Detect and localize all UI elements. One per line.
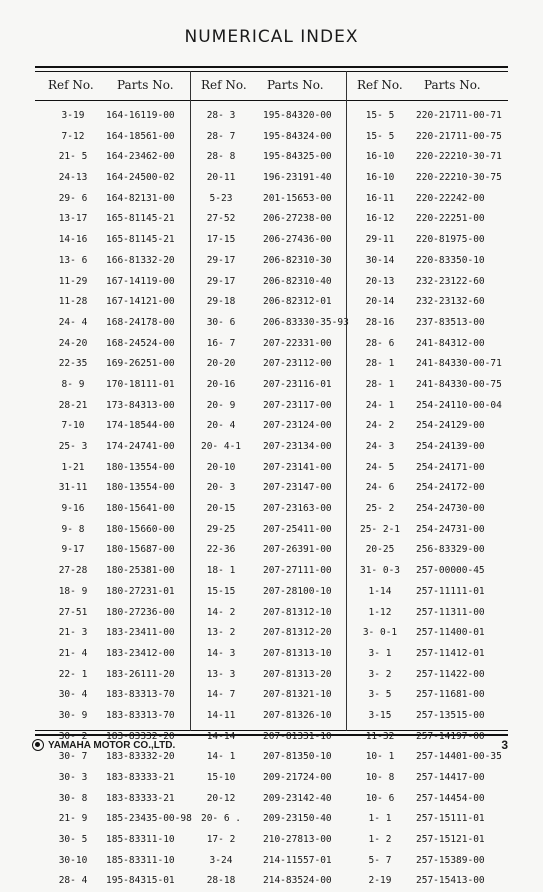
part-number: 183-23411-00 <box>106 627 175 639</box>
part-number: 173-84313-00 <box>106 399 175 411</box>
ref-number: 16-12 <box>365 213 395 225</box>
ref-number: 16-11 <box>365 192 395 204</box>
ref-number: 15-15 <box>206 585 236 597</box>
ref-number: 30-10 <box>58 854 88 866</box>
part-number: 185-23435-00-98 <box>106 813 192 825</box>
ref-number: 20- 3 <box>206 482 236 494</box>
ref-number: 3-19 <box>61 110 85 121</box>
column-divider <box>190 71 191 731</box>
part-number: 183-83313-70 <box>106 689 175 701</box>
part-number: 166-81332-20 <box>106 254 175 266</box>
part-number: 180-25381-00 <box>106 565 175 577</box>
part-number: 257-11422-00 <box>416 668 485 680</box>
part-number: 207-23117-00 <box>263 399 332 411</box>
part-number: 254-24730-00 <box>416 503 485 515</box>
part-number: 257-15389-00 <box>416 854 485 866</box>
part-number: 220-21711-00-71 <box>416 110 502 121</box>
part-number: 220-83350-10 <box>416 254 485 266</box>
ref-number: 7-10 <box>61 420 85 432</box>
header-ref-2: Ref No. <box>201 78 247 92</box>
ref-number: 14- 2 <box>206 606 236 618</box>
ref-number: 13- 3 <box>206 668 236 680</box>
part-number: 206-82310-40 <box>263 275 332 287</box>
ref-number: 3- 2 <box>368 668 392 680</box>
ref-number: 24- 3 <box>365 441 395 452</box>
ref-number: 1-21 <box>61 461 85 473</box>
part-number: 183-83333-21 <box>106 772 175 783</box>
ref-number: 30- 2 <box>58 730 88 742</box>
ref-number: 28- 8 <box>206 151 236 163</box>
ref-number: 18- 1 <box>206 565 236 577</box>
part-number: 168-24178-00 <box>106 316 175 328</box>
part-number: 164-23462-00 <box>106 151 175 163</box>
ref-number: 8- 9 <box>61 378 85 390</box>
part-number: 183-83333-21 <box>106 792 175 804</box>
ref-number: 20- 4 <box>206 420 236 432</box>
ref-number: 16-10 <box>365 172 395 184</box>
part-number: 257-11412-01 <box>416 647 485 659</box>
ref-number: 20-10 <box>206 461 236 473</box>
ref-number: 11-29 <box>58 275 88 287</box>
part-number: 164-24500-02 <box>106 172 175 184</box>
top-rule <box>35 66 508 68</box>
part-number: 207-28100-10 <box>263 585 332 597</box>
part-number: 220-21711-00-75 <box>416 130 502 142</box>
ref-number: 28- 1 <box>365 378 395 390</box>
ref-number: 13- 2 <box>206 627 236 639</box>
ref-number: 17- 2 <box>206 834 236 846</box>
part-number: 256-83329-00 <box>416 544 485 556</box>
part-number: 207-81312-10 <box>263 606 332 618</box>
ref-number: 31- 0-3 <box>359 565 401 577</box>
part-number: 254-24731-00 <box>416 523 485 535</box>
ref-number: 20-13 <box>365 275 395 287</box>
part-number: 209-23142-40 <box>263 792 332 804</box>
part-number: 209-23150-40 <box>263 813 332 825</box>
part-number: 165-81145-21 <box>106 234 175 246</box>
part-number: 220-22251-00 <box>416 213 485 225</box>
yamaha-logo-icon <box>32 739 44 751</box>
part-number: 195-84320-00 <box>263 110 332 121</box>
ref-number: 15-10 <box>206 772 236 783</box>
ref-number: 24- 2 <box>365 420 395 432</box>
ref-number: 5-23 <box>209 192 233 204</box>
part-number: 207-81313-10 <box>263 647 332 659</box>
ref-number: 25- 3 <box>58 441 88 452</box>
part-number: 220-22210-30-71 <box>416 151 502 163</box>
part-number: 207-25411-00 <box>263 523 332 535</box>
part-number: 257-14454-00 <box>416 792 485 804</box>
ref-number: 20-25 <box>365 544 395 556</box>
ref-number: 20-20 <box>206 358 236 370</box>
ref-number: 29-17 <box>206 254 236 266</box>
part-number: 183-83332-20 <box>106 730 175 742</box>
part-number: 257-15111-01 <box>416 813 485 825</box>
page-number: 3 <box>501 738 508 752</box>
ref-number: 14-11 <box>206 709 236 721</box>
part-number: 206-82310-30 <box>263 254 332 266</box>
header-parts-3: Parts No. <box>424 78 481 92</box>
ref-number: 22-36 <box>206 544 236 556</box>
top-rule-thin <box>35 71 508 72</box>
header-ref-3: Ref No. <box>357 78 403 92</box>
ref-number: 15- 5 <box>365 110 395 121</box>
part-number: 164-82131-00 <box>106 192 175 204</box>
company-logo <box>32 739 175 751</box>
ref-number: 24- 5 <box>365 461 395 473</box>
ref-number: 28-21 <box>58 399 88 411</box>
part-number: 180-27231-01 <box>106 585 175 597</box>
part-number: 195-84324-00 <box>263 130 332 142</box>
ref-number: 20-11 <box>206 172 236 184</box>
ref-number: 5- 7 <box>368 854 392 866</box>
ref-number: 18- 9 <box>58 585 88 597</box>
part-number: 254-24172-00 <box>416 482 485 494</box>
part-number: 183-26111-20 <box>106 668 175 680</box>
ref-number: 20- 9 <box>206 399 236 411</box>
part-number: 257-00000-45 <box>416 565 485 577</box>
ref-number: 27-28 <box>58 565 88 577</box>
part-number: 232-23132-60 <box>416 296 485 308</box>
part-number: 241-84330-00-75 <box>416 378 502 390</box>
ref-number: 1-14 <box>368 585 392 597</box>
ref-number: 29-18 <box>206 296 236 308</box>
ref-number: 20- 6 . <box>200 813 242 825</box>
part-number: 257-11111-01 <box>416 585 485 597</box>
part-number: 207-23134-00 <box>263 441 332 452</box>
ref-number: 28- 3 <box>206 110 236 121</box>
part-number: 207-81321-10 <box>263 689 332 701</box>
part-number: 195-84325-00 <box>263 151 332 163</box>
ref-number: 14-16 <box>58 234 88 246</box>
part-number: 207-81331-10 <box>263 730 332 742</box>
part-number: 183-23412-00 <box>106 647 175 659</box>
part-number: 180-15660-00 <box>106 523 175 535</box>
part-number: 207-23141-00 <box>263 461 332 473</box>
part-number: 207-23163-00 <box>263 503 332 515</box>
ref-number: 25- 2-1 <box>359 523 401 535</box>
ref-number: 16- 7 <box>206 337 236 349</box>
ref-number: 14- 7 <box>206 689 236 701</box>
ref-number: 3- 0-1 <box>362 627 398 639</box>
ref-number: 21- 5 <box>58 151 88 163</box>
part-number: 206-27238-00 <box>263 213 332 225</box>
part-number: 164-18561-00 <box>106 130 175 142</box>
ref-number: 25- 2 <box>365 503 395 515</box>
ref-number: 3- 1 <box>368 647 392 659</box>
part-number: 207-27111-00 <box>263 565 332 577</box>
ref-number: 24-20 <box>58 337 88 349</box>
page-title: NUMERICAL INDEX <box>184 27 359 47</box>
ref-number: 30- 6 <box>206 316 236 328</box>
ref-number: 11-28 <box>58 296 88 308</box>
part-number: 241-84330-00-71 <box>416 358 502 370</box>
part-number: 185-83311-10 <box>106 854 175 866</box>
part-number: 185-83311-10 <box>106 834 175 846</box>
part-number: 167-14121-00 <box>106 296 175 308</box>
ref-number: 29- 6 <box>58 192 88 204</box>
part-number: 254-24171-00 <box>416 461 485 473</box>
part-number: 257-13515-00 <box>416 709 485 721</box>
part-number: 168-24524-00 <box>106 337 175 349</box>
ref-number: 3-24 <box>209 854 233 866</box>
ref-number: 30- 7 <box>58 751 88 763</box>
ref-number: 30- 9 <box>58 709 88 721</box>
ref-number: 29-11 <box>365 234 395 246</box>
ref-number: 20-16 <box>206 378 236 390</box>
part-number: 214-83524-00 <box>263 875 332 887</box>
part-number: 207-23116-01 <box>263 378 332 390</box>
part-number: 257-11311-00 <box>416 606 485 618</box>
part-number: 207-81350-10 <box>263 751 332 763</box>
ref-number: 1-12 <box>368 606 392 618</box>
column-divider <box>346 71 347 731</box>
ref-number: 1- 2 <box>368 834 392 846</box>
part-number: 220-81975-00 <box>416 234 485 246</box>
part-number: 169-26251-00 <box>106 358 175 370</box>
part-number: 220-22210-30-75 <box>416 172 502 184</box>
ref-number: 20-12 <box>206 792 236 804</box>
ref-number: 11-32 <box>365 730 395 742</box>
part-number: 174-24741-00 <box>106 441 175 452</box>
part-number: 257-15413-00 <box>416 875 485 887</box>
ref-number: 24-13 <box>58 172 88 184</box>
ref-number: 20-14 <box>365 296 395 308</box>
ref-number: 2-19 <box>368 875 392 887</box>
part-number: 180-27236-00 <box>106 606 175 618</box>
ref-number: 3-15 <box>368 709 392 721</box>
part-number: 201-15653-00 <box>263 192 332 204</box>
ref-number: 20-15 <box>206 503 236 515</box>
ref-number: 10- 1 <box>365 751 395 763</box>
part-number: 206-82312-01 <box>263 296 332 308</box>
ref-number: 28- 4 <box>58 875 88 887</box>
ref-number: 7-12 <box>61 130 85 142</box>
ref-number: 28- 1 <box>365 358 395 370</box>
ref-number: 17-15 <box>206 234 236 246</box>
ref-number: 29-25 <box>206 523 236 535</box>
part-number: 207-23112-00 <box>263 358 332 370</box>
ref-number: 13-17 <box>58 213 88 225</box>
part-number: 207-26391-00 <box>263 544 332 556</box>
ref-number: 13- 6 <box>58 254 88 266</box>
ref-number: 24- 6 <box>365 482 395 494</box>
part-number: 257-15121-01 <box>416 834 485 846</box>
part-number: 210-27813-00 <box>263 834 332 846</box>
ref-number: 30- 5 <box>58 834 88 846</box>
part-number: 254-24110-00-04 <box>416 399 502 411</box>
ref-number: 21- 4 <box>58 647 88 659</box>
ref-number: 20- 4-1 <box>200 441 242 452</box>
part-number: 207-81326-10 <box>263 709 332 721</box>
part-number: 180-13554-00 <box>106 482 175 494</box>
ref-number: 3- 5 <box>368 689 392 701</box>
ref-number: 14- 3 <box>206 647 236 659</box>
part-number: 257-11681-00 <box>416 689 485 701</box>
part-number: 207-81312-20 <box>263 627 332 639</box>
ref-number: 21- 9 <box>58 813 88 825</box>
ref-number: 15- 5 <box>365 130 395 142</box>
part-number: 174-18544-00 <box>106 420 175 432</box>
part-number: 220-22242-00 <box>416 192 485 204</box>
part-number: 183-83313-70 <box>106 709 175 721</box>
ref-number: 1- 1 <box>368 813 392 825</box>
part-number: 207-22331-00 <box>263 337 332 349</box>
part-number: 237-83513-00 <box>416 316 485 328</box>
part-number: 257-14197-00 <box>416 730 485 742</box>
ref-number: 30-14 <box>365 254 395 266</box>
ref-number: 21- 3 <box>58 627 88 639</box>
ref-number: 27-51 <box>58 606 88 618</box>
ref-number: 28- 6 <box>365 337 395 349</box>
part-number: 241-84312-00 <box>416 337 485 349</box>
ref-number: 30- 4 <box>58 689 88 701</box>
part-number: 164-16119-00 <box>106 110 175 121</box>
header-parts-2: Parts No. <box>267 78 324 92</box>
ref-number: 30- 8 <box>58 792 88 804</box>
part-number: 257-14417-00 <box>416 772 485 783</box>
ref-number: 9-16 <box>61 503 85 515</box>
ref-number: 16-10 <box>365 151 395 163</box>
part-number: 207-23147-00 <box>263 482 332 494</box>
part-number: 180-15687-00 <box>106 544 175 556</box>
part-number: 170-18111-01 <box>106 378 175 390</box>
part-number: 180-15641-00 <box>106 503 175 515</box>
ref-number: 30- 3 <box>58 772 88 783</box>
ref-number: 14-14 <box>206 730 236 742</box>
part-number: 207-81313-20 <box>263 668 332 680</box>
part-number: 195-84315-01 <box>106 875 175 887</box>
ref-number: 10- 8 <box>365 772 395 783</box>
part-number: 180-13554-00 <box>106 461 175 473</box>
part-number: 207-23124-00 <box>263 420 332 432</box>
part-number: 257-11400-01 <box>416 627 485 639</box>
header-parts-1: Parts No. <box>117 78 174 92</box>
ref-number: 22- 1 <box>58 668 88 680</box>
part-number: 254-24129-00 <box>416 420 485 432</box>
ref-number: 22-35 <box>58 358 88 370</box>
part-number: 254-24139-00 <box>416 441 485 452</box>
ref-number: 24- 4 <box>58 316 88 328</box>
ref-number: 10- 6 <box>365 792 395 804</box>
part-number: 232-23122-60 <box>416 275 485 287</box>
header-rule <box>35 100 508 101</box>
ref-number: 28-18 <box>206 875 236 887</box>
ref-number: 28-16 <box>365 316 395 328</box>
ref-number: 29-17 <box>206 275 236 287</box>
ref-number: 27-52 <box>206 213 236 225</box>
company-name: YAMAHA MOTOR CO.,LTD. <box>48 739 176 751</box>
part-number: 196-23191-40 <box>263 172 332 184</box>
ref-number: 9- 8 <box>61 523 85 535</box>
part-number: 206-83330-35-93 <box>263 316 349 328</box>
ref-number: 14- 1 <box>206 751 236 763</box>
header-ref-1: Ref No. <box>48 78 94 92</box>
ref-number: 9-17 <box>61 544 85 556</box>
part-number: 165-81145-21 <box>106 213 175 225</box>
ref-number: 31-11 <box>58 482 88 494</box>
part-number: 206-27436-00 <box>263 234 332 246</box>
part-number: 214-11557-01 <box>263 854 332 866</box>
part-number: 167-14119-00 <box>106 275 175 287</box>
ref-number: 28- 7 <box>206 130 236 142</box>
part-number: 183-83332-20 <box>106 751 175 763</box>
part-number: 257-14401-00-35 <box>416 751 502 763</box>
part-number: 209-21724-00 <box>263 772 332 783</box>
ref-number: 24- 1 <box>365 399 395 411</box>
